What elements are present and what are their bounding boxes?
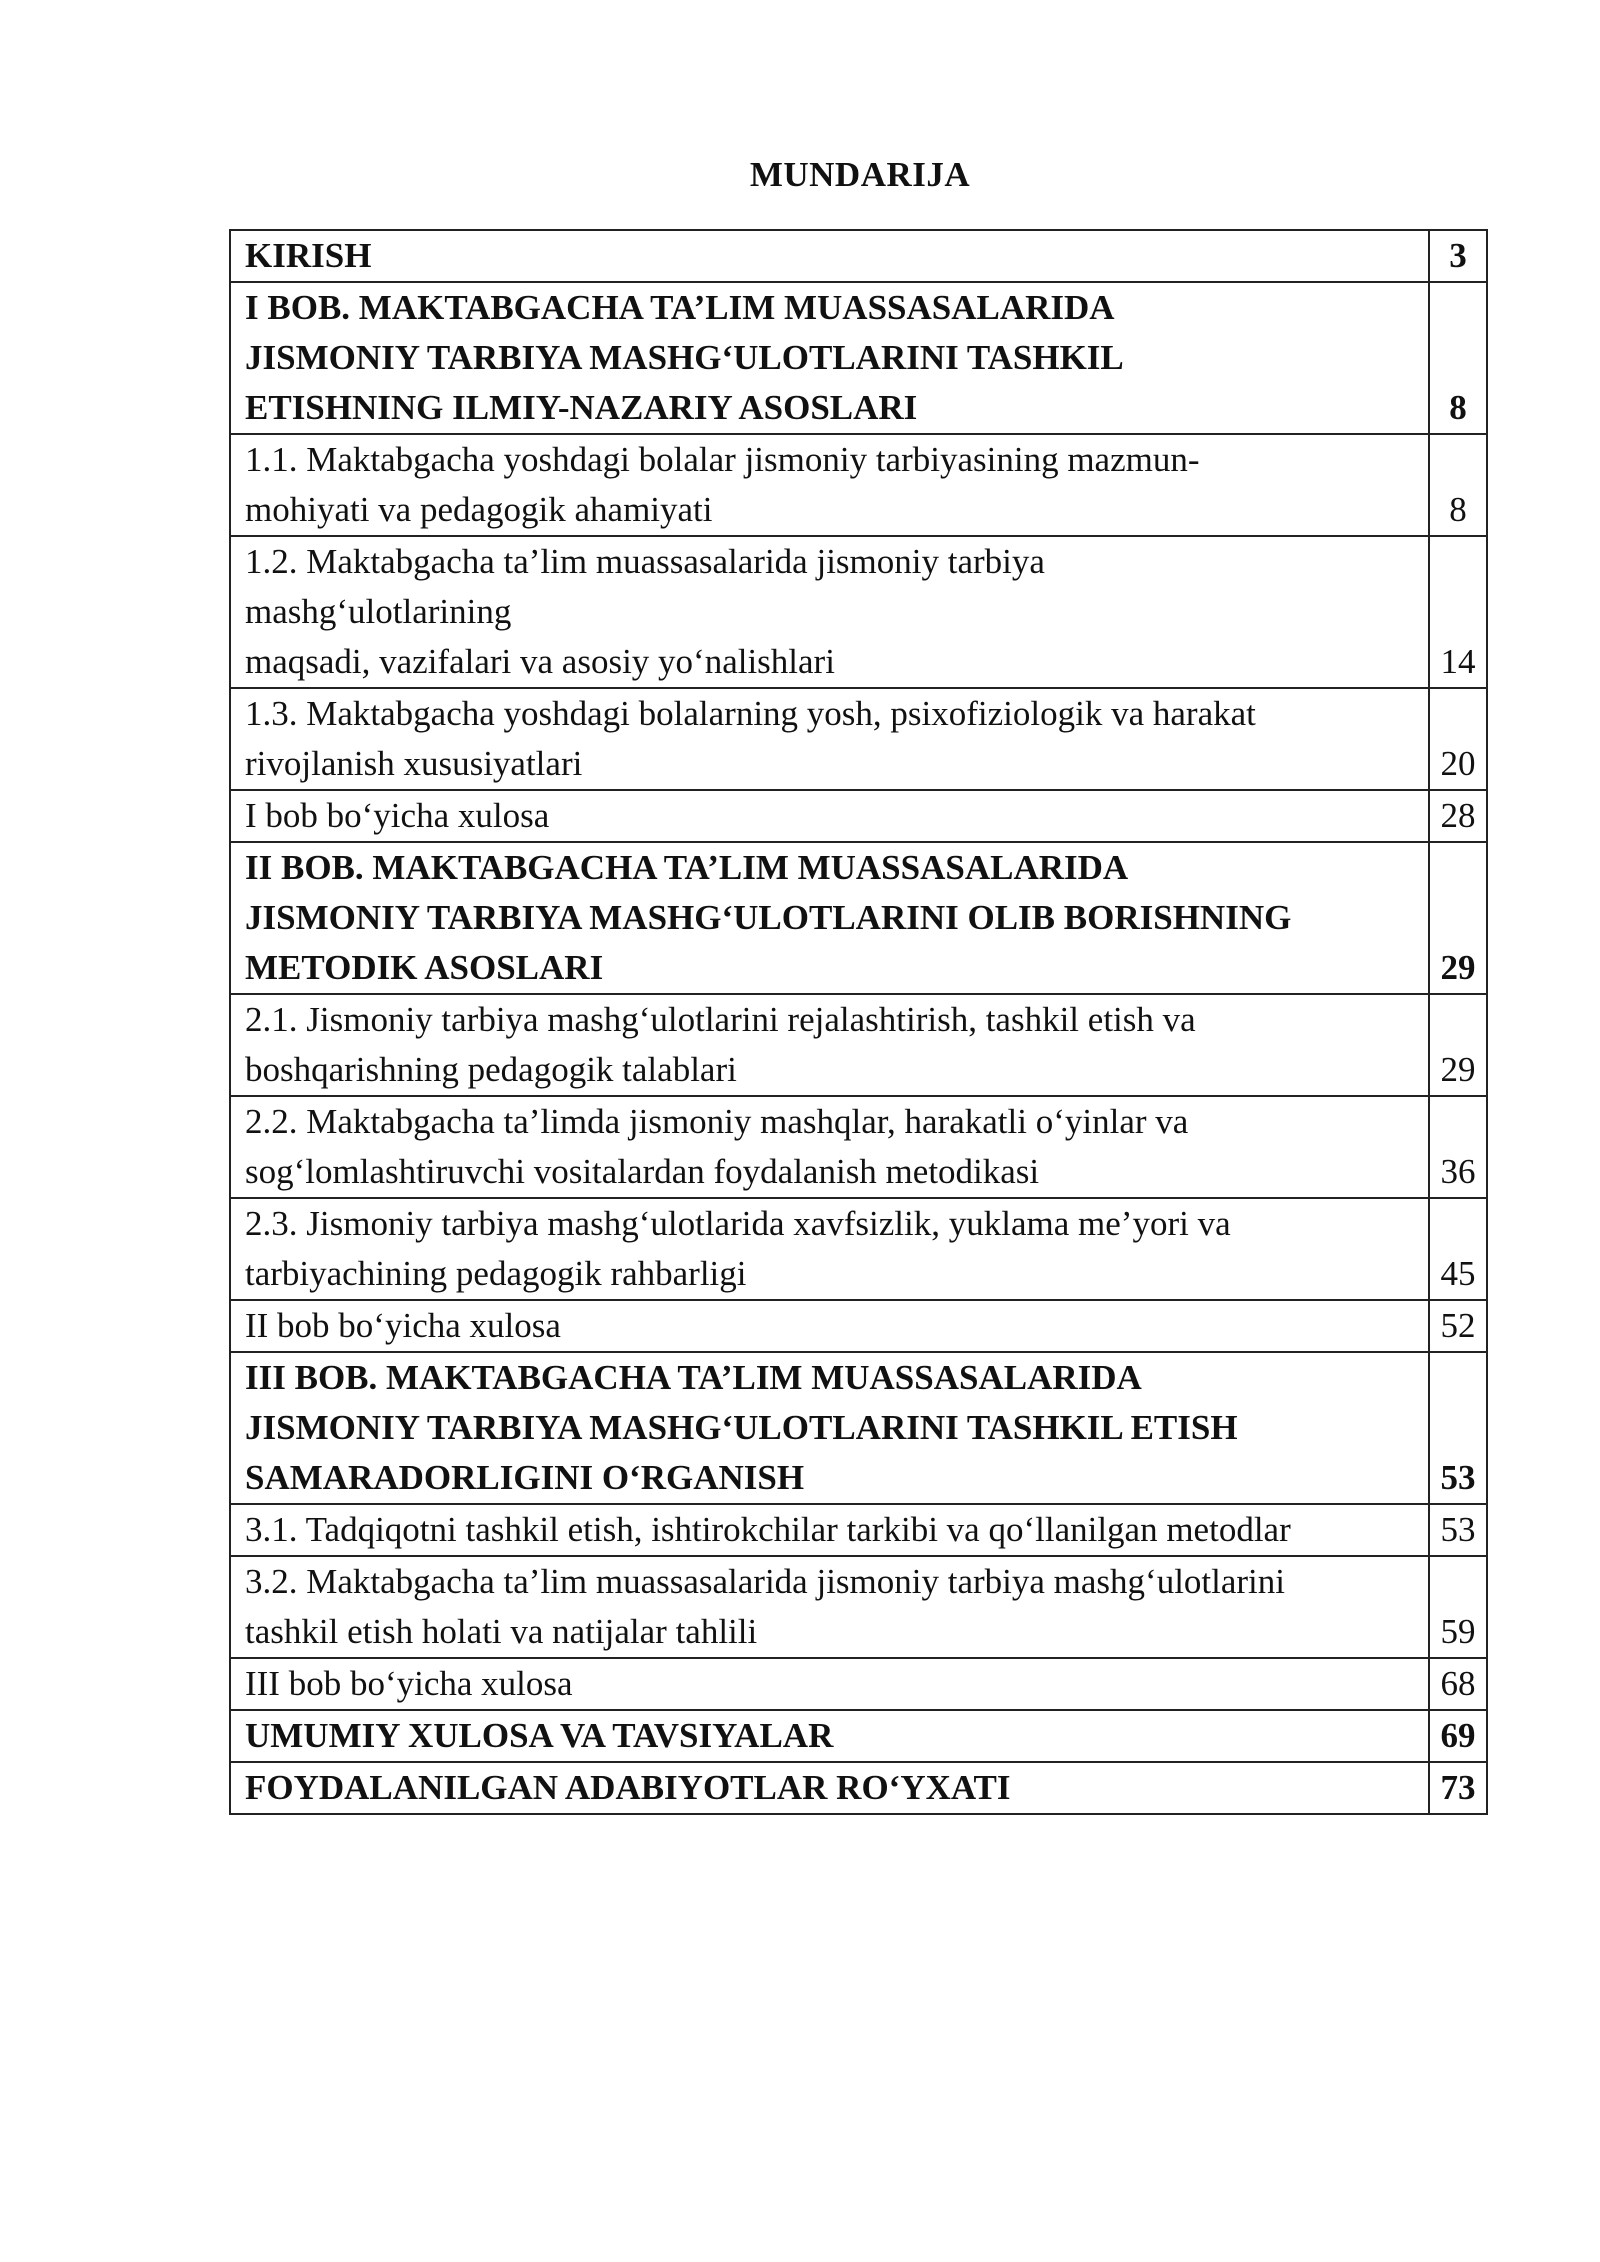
toc-entry-page: 8 [1429, 434, 1487, 536]
toc-row [230, 1300, 1487, 1352]
toc-entry-page: 36 [1429, 1096, 1487, 1198]
toc-body [230, 230, 1487, 1814]
toc-row [230, 536, 1487, 688]
toc-entry-title: 1.3. Maktabgacha yoshdagi bolalarning yosh, psixofiziologik va harakat rivojlanish xususiyatlari [230, 688, 1429, 790]
toc-row [230, 1352, 1487, 1504]
toc-entry-title: III bob bo‘yicha xulosa [230, 1658, 1429, 1710]
page-title: MUNDARIJA [749, 155, 971, 194]
toc-entry-page: 73 [1429, 1762, 1487, 1814]
toc-entry-title: 2.3. Jismoniy tarbiya mashg‘ulotlarida xavfsizlik, yuklama me’yori va tarbiyachining pedagogik rahbarligi [230, 1198, 1429, 1300]
toc-row [230, 282, 1487, 434]
toc-row [230, 1198, 1487, 1300]
toc-entry-title: 3.2. Maktabgacha ta’lim muassasalarida jismoniy tarbiya mashg‘ulotlarini tashkil etish holati va natijalar tahlili [230, 1556, 1429, 1658]
toc-entry-page: 53 [1429, 1352, 1487, 1504]
table-of-contents [229, 229, 1488, 1815]
toc-entry-page: 68 [1429, 1658, 1487, 1710]
toc-row [230, 842, 1487, 994]
toc-entry-title: II BOB. MAKTABGACHA TA’LIM MUASSASALARIDA JISMONIY TARBIYA MASHG‘ULOTLARINI OLIB BORISHNING METODIK ASOSLARI [230, 842, 1429, 994]
toc-entry-title: II bob bo‘yicha xulosa [230, 1300, 1429, 1352]
toc-row [230, 1096, 1487, 1198]
toc-entry-page: 53 [1429, 1504, 1487, 1556]
toc-entry-page: 28 [1429, 790, 1487, 842]
toc-entry-page: 20 [1429, 688, 1487, 790]
toc-entry-title: UMUMIY XULOSA VA TAVSIYALAR [230, 1710, 1429, 1762]
toc-row [230, 1762, 1487, 1814]
toc-row [230, 790, 1487, 842]
toc-entry-page: 52 [1429, 1300, 1487, 1352]
toc-row [230, 688, 1487, 790]
toc-entry-title: I bob bo‘yicha xulosa [230, 790, 1429, 842]
toc-entry-title: FOYDALANILGAN ADABIYOTLAR RO‘YXATI [230, 1762, 1429, 1814]
toc-entry-page: 69 [1429, 1710, 1487, 1762]
toc-entry-title: 2.1. Jismoniy tarbiya mashg‘ulotlarini rejalashtirish, tashkil etish va boshqarishning pedagogik talablari [230, 994, 1429, 1096]
toc-entry-page: 59 [1429, 1556, 1487, 1658]
toc-entry-title: 1.1. Maktabgacha yoshdagi bolalar jismoniy tarbiyasining mazmun- mohiyati va pedagogik ahamiyati [230, 434, 1429, 536]
toc-entry-page: 14 [1429, 536, 1487, 688]
toc-row [230, 1504, 1487, 1556]
toc-entry-page: 45 [1429, 1198, 1487, 1300]
toc-row [230, 1556, 1487, 1658]
toc-row [230, 994, 1487, 1096]
toc-entry-page: 8 [1429, 282, 1487, 434]
toc-entry-title: KIRISH [230, 230, 1429, 282]
toc-row [230, 434, 1487, 536]
toc-entry-page: 29 [1429, 994, 1487, 1096]
toc-row [230, 230, 1487, 282]
toc-entry-title: III BOB. MAKTABGACHA TA’LIM MUASSASALARIDA JISMONIY TARBIYA MASHG‘ULOTLARINI TASHKIL ETISH SAMARADORLIGINI O‘RGANISH [230, 1352, 1429, 1504]
toc-row [230, 1710, 1487, 1762]
toc-entry-title: 2.2. Maktabgacha ta’limda jismoniy mashqlar, harakatli o‘yinlar va sog‘lomlashtiruvchi vositalardan foydalanish metodikasi [230, 1096, 1429, 1198]
toc-entry-title: 1.2. Maktabgacha ta’lim muassasalarida jismoniy tarbiya mashg‘ulotlarining maqsadi, vazifalari va asosiy yo‘nalishlari [230, 536, 1429, 688]
toc-entry-title: I BOB. MAKTABGACHA TA’LIM MUASSASALARIDA JISMONIY TARBIYA MASHG‘ULOTLARINI TASHKIL ETISHNING ILMIY-NAZARIY ASOSLARI [230, 282, 1429, 434]
toc-entry-title: 3.1. Tadqiqotni tashkil etish, ishtirokchilar tarkibi va qo‘llanilgan metodlar [230, 1504, 1429, 1556]
toc-entry-page: 29 [1429, 842, 1487, 994]
toc-entry-page: 3 [1429, 230, 1487, 282]
toc-row [230, 1658, 1487, 1710]
